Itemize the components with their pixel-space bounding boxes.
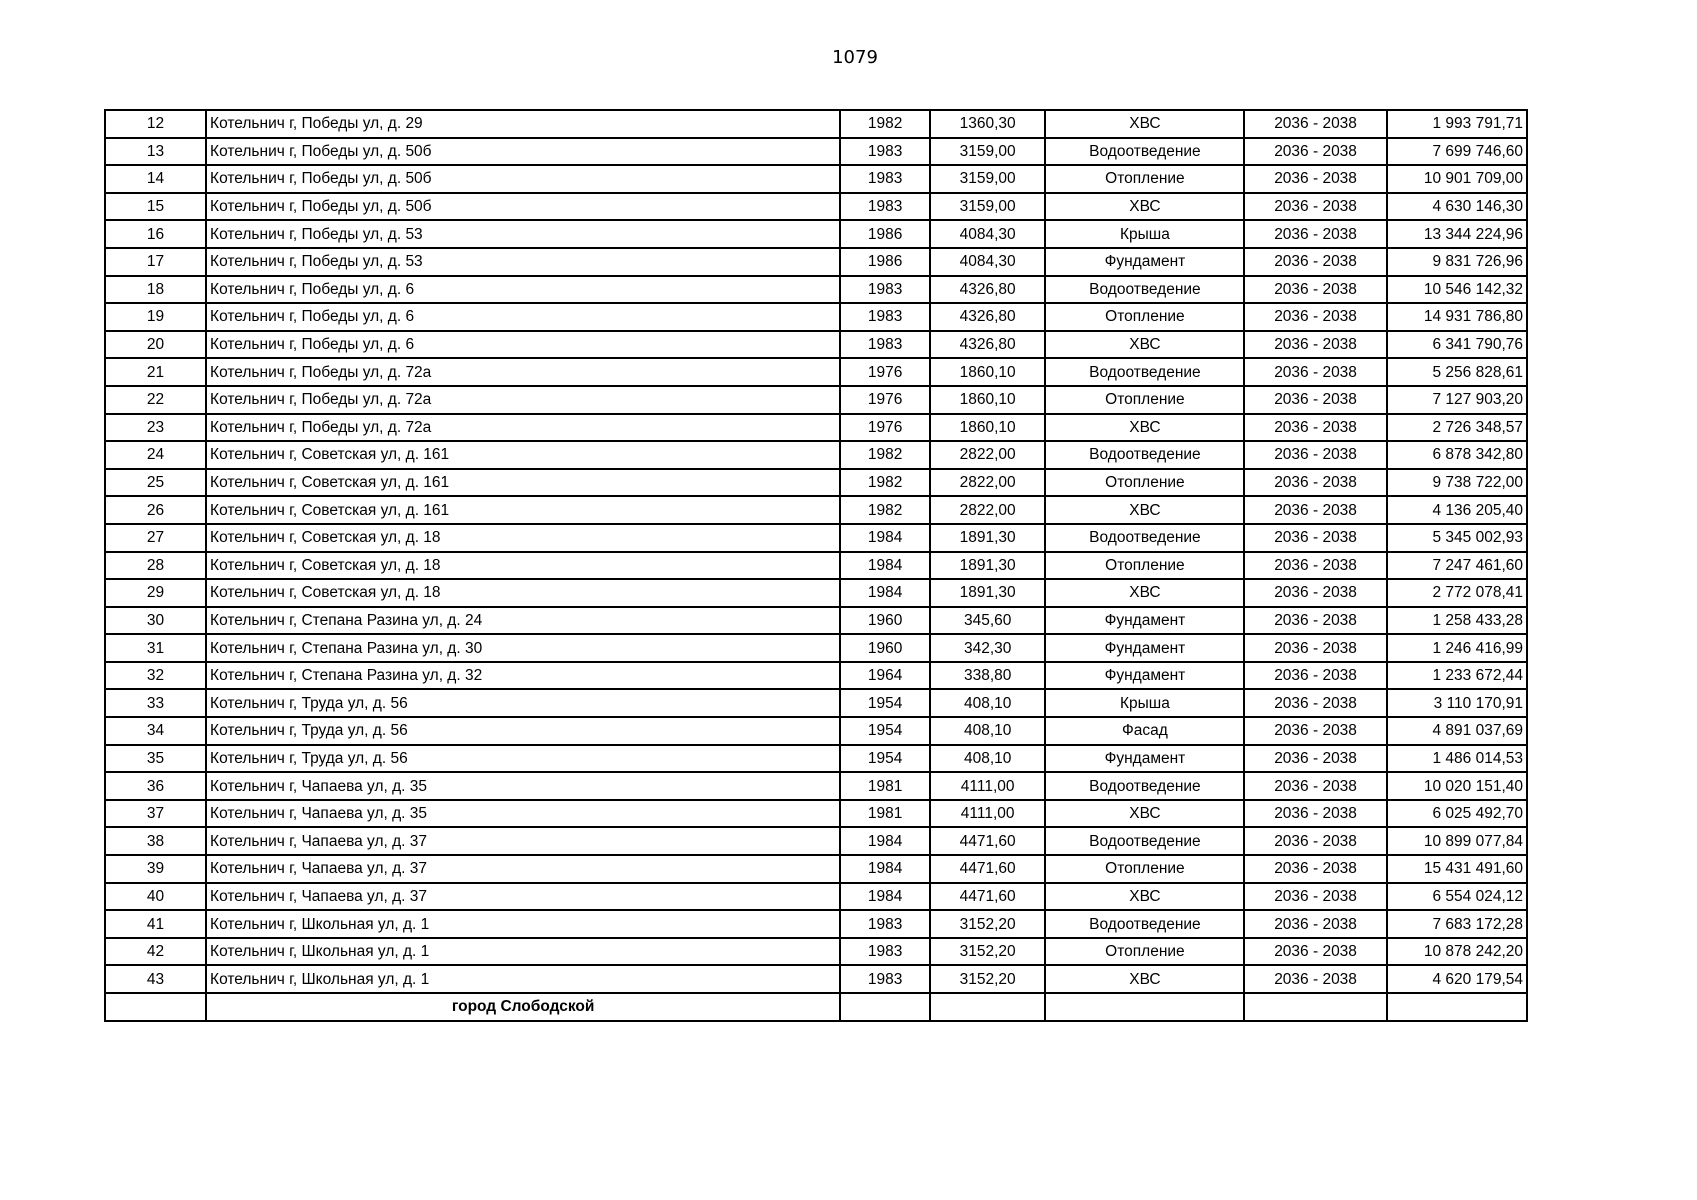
period-cell: 2036 - 2038 bbox=[1244, 331, 1386, 359]
area-cell: 1860,10 bbox=[930, 414, 1045, 442]
period-cell: 2036 - 2038 bbox=[1244, 745, 1386, 773]
cost-cell: 9 738 722,00 bbox=[1387, 469, 1527, 497]
year-cell: 1984 bbox=[840, 579, 930, 607]
period-cell: 2036 - 2038 bbox=[1244, 441, 1386, 469]
area-cell: 4326,80 bbox=[930, 276, 1045, 304]
work-type-cell: Отопление bbox=[1045, 855, 1244, 883]
section-period-cell bbox=[1244, 993, 1386, 1021]
address-cell: Котельнич г, Чапаева ул, д. 35 bbox=[206, 800, 840, 828]
cost-cell: 5 345 002,93 bbox=[1387, 524, 1527, 552]
cost-cell: 2 726 348,57 bbox=[1387, 414, 1527, 442]
table-row bbox=[105, 276, 1527, 304]
row-number-cell: 36 bbox=[105, 772, 206, 800]
area-cell: 3159,00 bbox=[930, 165, 1045, 193]
table-row bbox=[105, 496, 1527, 524]
table-row bbox=[105, 441, 1527, 469]
year-cell: 1983 bbox=[840, 193, 930, 221]
cost-cell: 15 431 491,60 bbox=[1387, 855, 1527, 883]
year-cell: 1981 bbox=[840, 800, 930, 828]
year-cell: 1984 bbox=[840, 883, 930, 911]
row-number-cell: 20 bbox=[105, 331, 206, 359]
table-row bbox=[105, 607, 1527, 635]
row-number-cell: 41 bbox=[105, 910, 206, 938]
area-cell: 2822,00 bbox=[930, 496, 1045, 524]
work-type-cell: ХВС bbox=[1045, 579, 1244, 607]
year-cell: 1976 bbox=[840, 358, 930, 386]
table-row bbox=[105, 165, 1527, 193]
work-type-cell: Водоотведение bbox=[1045, 772, 1244, 800]
area-cell: 4326,80 bbox=[930, 331, 1045, 359]
table-row bbox=[105, 910, 1527, 938]
period-cell: 2036 - 2038 bbox=[1244, 220, 1386, 248]
cost-cell: 1 993 791,71 bbox=[1387, 110, 1527, 138]
year-cell: 1982 bbox=[840, 469, 930, 497]
page-number: 1079 bbox=[832, 47, 878, 68]
table-row bbox=[105, 303, 1527, 331]
year-cell: 1983 bbox=[840, 138, 930, 166]
cost-cell: 2 772 078,41 bbox=[1387, 579, 1527, 607]
work-type-cell: ХВС bbox=[1045, 110, 1244, 138]
year-cell: 1983 bbox=[840, 938, 930, 966]
address-cell: Котельнич г, Победы ул, д. 50б bbox=[206, 193, 840, 221]
cost-cell: 3 110 170,91 bbox=[1387, 689, 1527, 717]
row-number-cell: 43 bbox=[105, 965, 206, 993]
work-type-cell: Фасад bbox=[1045, 717, 1244, 745]
work-type-cell: ХВС bbox=[1045, 883, 1244, 911]
period-cell: 2036 - 2038 bbox=[1244, 965, 1386, 993]
area-cell: 408,10 bbox=[930, 689, 1045, 717]
work-type-cell: ХВС bbox=[1045, 331, 1244, 359]
year-cell: 1983 bbox=[840, 303, 930, 331]
address-cell: Котельнич г, Чапаева ул, д. 37 bbox=[206, 883, 840, 911]
row-number-cell: 31 bbox=[105, 634, 206, 662]
period-cell: 2036 - 2038 bbox=[1244, 772, 1386, 800]
address-cell: Котельнич г, Победы ул, д. 53 bbox=[206, 248, 840, 276]
cost-cell: 14 931 786,80 bbox=[1387, 303, 1527, 331]
address-cell: Котельнич г, Победы ул, д. 29 bbox=[206, 110, 840, 138]
area-cell: 3159,00 bbox=[930, 138, 1045, 166]
work-type-cell: Фундамент bbox=[1045, 607, 1244, 635]
table-row bbox=[105, 524, 1527, 552]
table-body bbox=[105, 110, 1527, 1021]
area-cell: 345,60 bbox=[930, 607, 1045, 635]
area-cell: 4111,00 bbox=[930, 800, 1045, 828]
work-type-cell: Водоотведение bbox=[1045, 524, 1244, 552]
table-row bbox=[105, 110, 1527, 138]
cost-cell: 10 020 151,40 bbox=[1387, 772, 1527, 800]
area-cell: 4326,80 bbox=[930, 303, 1045, 331]
work-type-cell: Водоотведение bbox=[1045, 138, 1244, 166]
address-cell: Котельнич г, Советская ул, д. 161 bbox=[206, 441, 840, 469]
row-number-cell: 32 bbox=[105, 662, 206, 690]
table-row bbox=[105, 414, 1527, 442]
row-number-cell: 27 bbox=[105, 524, 206, 552]
cost-cell: 4 620 179,54 bbox=[1387, 965, 1527, 993]
cost-cell: 6 554 024,12 bbox=[1387, 883, 1527, 911]
table-row bbox=[105, 883, 1527, 911]
address-cell: Котельнич г, Чапаева ул, д. 35 bbox=[206, 772, 840, 800]
year-cell: 1954 bbox=[840, 717, 930, 745]
year-cell: 1983 bbox=[840, 165, 930, 193]
year-cell: 1984 bbox=[840, 552, 930, 580]
area-cell: 4471,60 bbox=[930, 855, 1045, 883]
section-title-cell: город Слободской bbox=[206, 993, 840, 1021]
period-cell: 2036 - 2038 bbox=[1244, 800, 1386, 828]
area-cell: 1360,30 bbox=[930, 110, 1045, 138]
address-cell: Котельнич г, Школьная ул, д. 1 bbox=[206, 965, 840, 993]
table-row bbox=[105, 717, 1527, 745]
work-type-cell: Крыша bbox=[1045, 220, 1244, 248]
year-cell: 1964 bbox=[840, 662, 930, 690]
period-cell: 2036 - 2038 bbox=[1244, 717, 1386, 745]
year-cell: 1981 bbox=[840, 772, 930, 800]
area-cell: 3152,20 bbox=[930, 910, 1045, 938]
period-cell: 2036 - 2038 bbox=[1244, 883, 1386, 911]
work-type-cell: Отопление bbox=[1045, 165, 1244, 193]
address-cell: Котельнич г, Советская ул, д. 18 bbox=[206, 552, 840, 580]
row-number-cell: 14 bbox=[105, 165, 206, 193]
area-cell: 4084,30 bbox=[930, 248, 1045, 276]
work-type-cell: Фундамент bbox=[1045, 662, 1244, 690]
cost-cell: 6 025 492,70 bbox=[1387, 800, 1527, 828]
area-cell: 1891,30 bbox=[930, 524, 1045, 552]
cost-cell: 6 878 342,80 bbox=[1387, 441, 1527, 469]
address-cell: Котельнич г, Победы ул, д. 6 bbox=[206, 303, 840, 331]
cost-cell: 13 344 224,96 bbox=[1387, 220, 1527, 248]
work-type-cell: Фундамент bbox=[1045, 248, 1244, 276]
period-cell: 2036 - 2038 bbox=[1244, 358, 1386, 386]
address-cell: Котельнич г, Победы ул, д. 72а bbox=[206, 414, 840, 442]
row-number-cell: 38 bbox=[105, 827, 206, 855]
section-work-cell bbox=[1045, 993, 1244, 1021]
period-cell: 2036 - 2038 bbox=[1244, 634, 1386, 662]
address-cell: Котельнич г, Чапаева ул, д. 37 bbox=[206, 855, 840, 883]
cost-cell: 1 246 416,99 bbox=[1387, 634, 1527, 662]
period-cell: 2036 - 2038 bbox=[1244, 165, 1386, 193]
year-cell: 1983 bbox=[840, 965, 930, 993]
year-cell: 1960 bbox=[840, 634, 930, 662]
address-cell: Котельнич г, Советская ул, д. 18 bbox=[206, 524, 840, 552]
section-row bbox=[105, 993, 1527, 1021]
table-row bbox=[105, 827, 1527, 855]
cost-cell: 4 891 037,69 bbox=[1387, 717, 1527, 745]
address-cell: Котельнич г, Победы ул, д. 72а bbox=[206, 386, 840, 414]
area-cell: 1860,10 bbox=[930, 358, 1045, 386]
row-number-cell: 35 bbox=[105, 745, 206, 773]
period-cell: 2036 - 2038 bbox=[1244, 496, 1386, 524]
row-number-cell: 37 bbox=[105, 800, 206, 828]
work-type-cell: ХВС bbox=[1045, 193, 1244, 221]
area-cell: 3152,20 bbox=[930, 938, 1045, 966]
work-type-cell: Отопление bbox=[1045, 386, 1244, 414]
period-cell: 2036 - 2038 bbox=[1244, 110, 1386, 138]
address-cell: Котельнич г, Школьная ул, д. 1 bbox=[206, 910, 840, 938]
address-cell: Котельнич г, Труда ул, д. 56 bbox=[206, 745, 840, 773]
area-cell: 1860,10 bbox=[930, 386, 1045, 414]
cost-cell: 7 683 172,28 bbox=[1387, 910, 1527, 938]
area-cell: 408,10 bbox=[930, 745, 1045, 773]
table-row bbox=[105, 331, 1527, 359]
area-cell: 4471,60 bbox=[930, 827, 1045, 855]
address-cell: Котельнич г, Школьная ул, д. 1 bbox=[206, 938, 840, 966]
address-cell: Котельнич г, Победы ул, д. 50б bbox=[206, 138, 840, 166]
cost-cell: 9 831 726,96 bbox=[1387, 248, 1527, 276]
repair-schedule-table bbox=[104, 109, 1528, 1022]
address-cell: Котельнич г, Труда ул, д. 56 bbox=[206, 689, 840, 717]
year-cell: 1982 bbox=[840, 110, 930, 138]
period-cell: 2036 - 2038 bbox=[1244, 689, 1386, 717]
row-number-cell: 12 bbox=[105, 110, 206, 138]
work-type-cell: Отопление bbox=[1045, 552, 1244, 580]
cost-cell: 1 258 433,28 bbox=[1387, 607, 1527, 635]
area-cell: 338,80 bbox=[930, 662, 1045, 690]
row-number-cell: 19 bbox=[105, 303, 206, 331]
address-cell: Котельнич г, Победы ул, д. 53 bbox=[206, 220, 840, 248]
area-cell: 4471,60 bbox=[930, 883, 1045, 911]
cost-cell: 5 256 828,61 bbox=[1387, 358, 1527, 386]
period-cell: 2036 - 2038 bbox=[1244, 579, 1386, 607]
table-row bbox=[105, 662, 1527, 690]
cost-cell: 10 899 077,84 bbox=[1387, 827, 1527, 855]
area-cell: 2822,00 bbox=[930, 441, 1045, 469]
work-type-cell: Водоотведение bbox=[1045, 358, 1244, 386]
period-cell: 2036 - 2038 bbox=[1244, 303, 1386, 331]
year-cell: 1983 bbox=[840, 331, 930, 359]
area-cell: 3159,00 bbox=[930, 193, 1045, 221]
table-row bbox=[105, 745, 1527, 773]
work-type-cell: Крыша bbox=[1045, 689, 1244, 717]
cost-cell: 4 630 146,30 bbox=[1387, 193, 1527, 221]
row-number-cell: 23 bbox=[105, 414, 206, 442]
year-cell: 1960 bbox=[840, 607, 930, 635]
cost-cell: 4 136 205,40 bbox=[1387, 496, 1527, 524]
row-number-cell: 42 bbox=[105, 938, 206, 966]
period-cell: 2036 - 2038 bbox=[1244, 386, 1386, 414]
table-row bbox=[105, 469, 1527, 497]
area-cell: 1891,30 bbox=[930, 552, 1045, 580]
row-number-cell: 24 bbox=[105, 441, 206, 469]
year-cell: 1954 bbox=[840, 745, 930, 773]
year-cell: 1982 bbox=[840, 496, 930, 524]
cost-cell: 7 247 461,60 bbox=[1387, 552, 1527, 580]
area-cell: 3152,20 bbox=[930, 965, 1045, 993]
row-number-cell: 34 bbox=[105, 717, 206, 745]
work-type-cell: ХВС bbox=[1045, 800, 1244, 828]
row-number-cell: 16 bbox=[105, 220, 206, 248]
table-row bbox=[105, 358, 1527, 386]
address-cell: Котельнич г, Победы ул, д. 72а bbox=[206, 358, 840, 386]
year-cell: 1984 bbox=[840, 524, 930, 552]
year-cell: 1986 bbox=[840, 220, 930, 248]
year-cell: 1954 bbox=[840, 689, 930, 717]
row-number-cell: 22 bbox=[105, 386, 206, 414]
row-number-cell: 30 bbox=[105, 607, 206, 635]
address-cell: Котельнич г, Победы ул, д. 6 bbox=[206, 331, 840, 359]
period-cell: 2036 - 2038 bbox=[1244, 524, 1386, 552]
period-cell: 2036 - 2038 bbox=[1244, 276, 1386, 304]
row-number-cell: 33 bbox=[105, 689, 206, 717]
period-cell: 2036 - 2038 bbox=[1244, 552, 1386, 580]
row-number-cell: 17 bbox=[105, 248, 206, 276]
work-type-cell: Фундамент bbox=[1045, 634, 1244, 662]
table-row bbox=[105, 579, 1527, 607]
year-cell: 1986 bbox=[840, 248, 930, 276]
section-area-cell bbox=[930, 993, 1045, 1021]
year-cell: 1976 bbox=[840, 386, 930, 414]
address-cell: Котельнич г, Советская ул, д. 161 bbox=[206, 496, 840, 524]
cost-cell: 10 878 242,20 bbox=[1387, 938, 1527, 966]
table-row bbox=[105, 193, 1527, 221]
year-cell: 1983 bbox=[840, 276, 930, 304]
year-cell: 1983 bbox=[840, 910, 930, 938]
address-cell: Котельнич г, Степана Разина ул, д. 32 bbox=[206, 662, 840, 690]
area-cell: 342,30 bbox=[930, 634, 1045, 662]
table-row bbox=[105, 800, 1527, 828]
area-cell: 408,10 bbox=[930, 717, 1045, 745]
address-cell: Котельнич г, Победы ул, д. 6 bbox=[206, 276, 840, 304]
row-number-cell: 21 bbox=[105, 358, 206, 386]
cost-cell: 7 699 746,60 bbox=[1387, 138, 1527, 166]
year-cell: 1984 bbox=[840, 855, 930, 883]
work-type-cell: Отопление bbox=[1045, 469, 1244, 497]
row-number-cell: 25 bbox=[105, 469, 206, 497]
year-cell: 1982 bbox=[840, 441, 930, 469]
period-cell: 2036 - 2038 bbox=[1244, 910, 1386, 938]
cost-cell: 10 546 142,32 bbox=[1387, 276, 1527, 304]
address-cell: Котельнич г, Труда ул, д. 56 bbox=[206, 717, 840, 745]
period-cell: 2036 - 2038 bbox=[1244, 855, 1386, 883]
area-cell: 4084,30 bbox=[930, 220, 1045, 248]
address-cell: Котельнич г, Советская ул, д. 18 bbox=[206, 579, 840, 607]
table-row bbox=[105, 965, 1527, 993]
work-type-cell: ХВС bbox=[1045, 414, 1244, 442]
cost-cell: 7 127 903,20 bbox=[1387, 386, 1527, 414]
table-row bbox=[105, 248, 1527, 276]
section-number-cell bbox=[105, 993, 206, 1021]
address-cell: Котельнич г, Степана Разина ул, д. 24 bbox=[206, 607, 840, 635]
period-cell: 2036 - 2038 bbox=[1244, 248, 1386, 276]
table-row bbox=[105, 938, 1527, 966]
work-type-cell: ХВС bbox=[1045, 965, 1244, 993]
period-cell: 2036 - 2038 bbox=[1244, 827, 1386, 855]
row-number-cell: 29 bbox=[105, 579, 206, 607]
address-cell: Котельнич г, Советская ул, д. 161 bbox=[206, 469, 840, 497]
cost-cell: 1 233 672,44 bbox=[1387, 662, 1527, 690]
work-type-cell: Водоотведение bbox=[1045, 441, 1244, 469]
area-cell: 1891,30 bbox=[930, 579, 1045, 607]
table-row bbox=[105, 689, 1527, 717]
period-cell: 2036 - 2038 bbox=[1244, 662, 1386, 690]
year-cell: 1976 bbox=[840, 414, 930, 442]
row-number-cell: 39 bbox=[105, 855, 206, 883]
row-number-cell: 13 bbox=[105, 138, 206, 166]
period-cell: 2036 - 2038 bbox=[1244, 138, 1386, 166]
table-row bbox=[105, 634, 1527, 662]
period-cell: 2036 - 2038 bbox=[1244, 607, 1386, 635]
cost-cell: 1 486 014,53 bbox=[1387, 745, 1527, 773]
address-cell: Котельнич г, Степана Разина ул, д. 30 bbox=[206, 634, 840, 662]
table-row bbox=[105, 138, 1527, 166]
work-type-cell: ХВС bbox=[1045, 496, 1244, 524]
table-row bbox=[105, 220, 1527, 248]
work-type-cell: Отопление bbox=[1045, 938, 1244, 966]
table-row bbox=[105, 386, 1527, 414]
address-cell: Котельнич г, Победы ул, д. 50б bbox=[206, 165, 840, 193]
row-number-cell: 26 bbox=[105, 496, 206, 524]
period-cell: 2036 - 2038 bbox=[1244, 469, 1386, 497]
area-cell: 4111,00 bbox=[930, 772, 1045, 800]
work-type-cell: Водоотведение bbox=[1045, 276, 1244, 304]
row-number-cell: 40 bbox=[105, 883, 206, 911]
table-row bbox=[105, 552, 1527, 580]
row-number-cell: 15 bbox=[105, 193, 206, 221]
work-type-cell: Водоотведение bbox=[1045, 827, 1244, 855]
period-cell: 2036 - 2038 bbox=[1244, 193, 1386, 221]
section-year-cell bbox=[840, 993, 930, 1021]
period-cell: 2036 - 2038 bbox=[1244, 414, 1386, 442]
cost-cell: 6 341 790,76 bbox=[1387, 331, 1527, 359]
work-type-cell: Фундамент bbox=[1045, 745, 1244, 773]
row-number-cell: 18 bbox=[105, 276, 206, 304]
table-row bbox=[105, 855, 1527, 883]
work-type-cell: Водоотведение bbox=[1045, 910, 1244, 938]
table-row bbox=[105, 772, 1527, 800]
work-type-cell: Отопление bbox=[1045, 303, 1244, 331]
row-number-cell: 28 bbox=[105, 552, 206, 580]
year-cell: 1984 bbox=[840, 827, 930, 855]
period-cell: 2036 - 2038 bbox=[1244, 938, 1386, 966]
address-cell: Котельнич г, Чапаева ул, д. 37 bbox=[206, 827, 840, 855]
area-cell: 2822,00 bbox=[930, 469, 1045, 497]
cost-cell: 10 901 709,00 bbox=[1387, 165, 1527, 193]
section-cost-cell bbox=[1387, 993, 1527, 1021]
